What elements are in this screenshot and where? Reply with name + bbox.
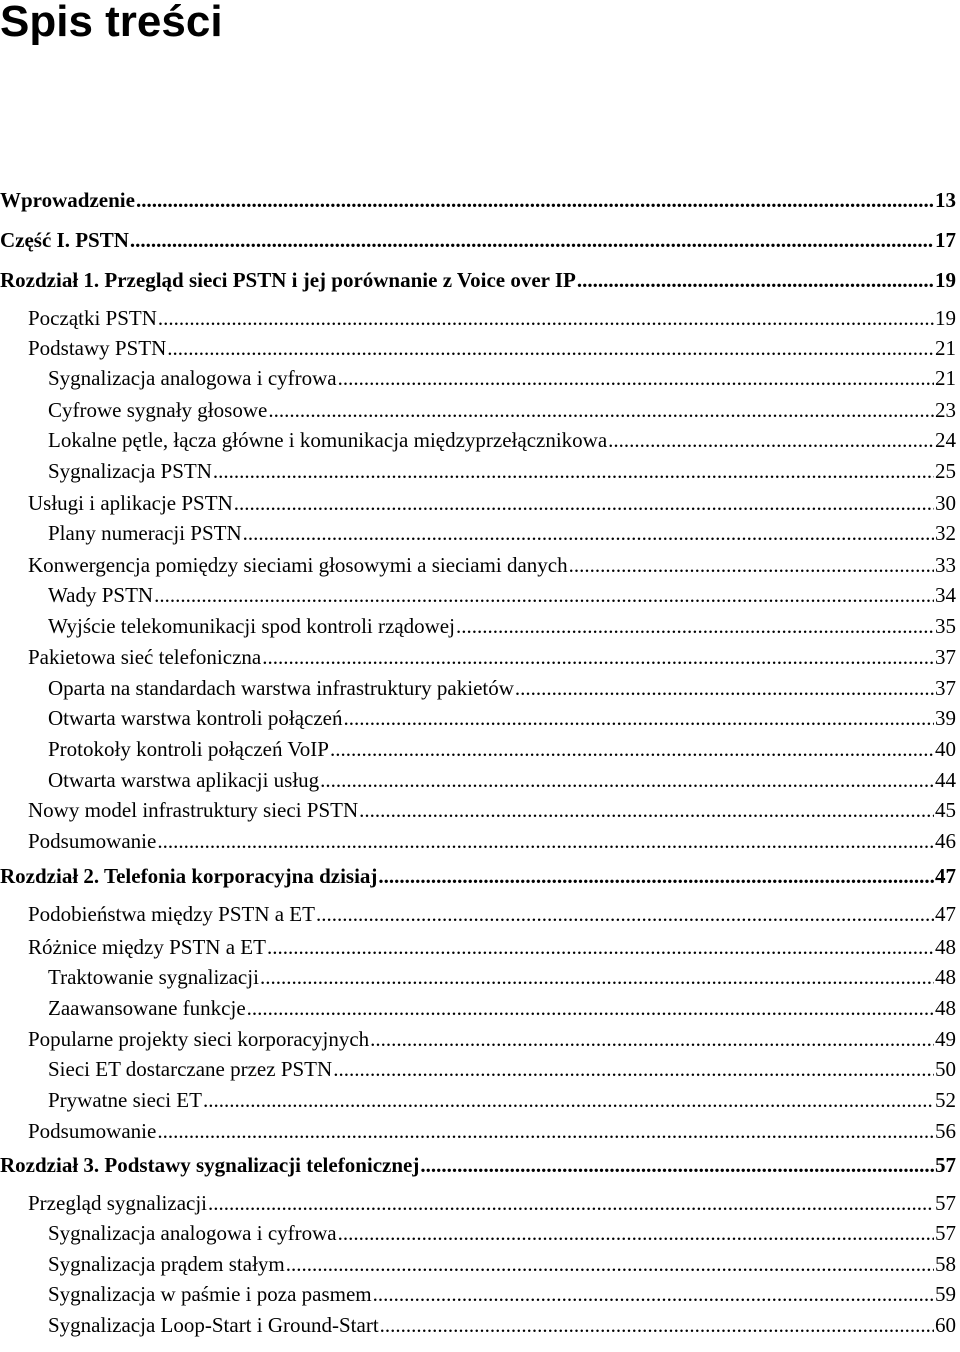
toc-entry[interactable] — [28, 899, 956, 929]
dot-leader — [370, 1024, 934, 1054]
toc-entry[interactable] — [48, 673, 956, 703]
toc-entry[interactable] — [28, 932, 956, 962]
dot-leader — [268, 395, 934, 425]
toc-entry-title: Traktowanie sygnalizacji — [48, 965, 259, 989]
dot-leader — [130, 225, 934, 255]
toc-entry-page-number: 30 — [935, 491, 956, 515]
toc-entry-title: Prywatne sieci ET — [48, 1088, 202, 1112]
toc-entry[interactable] — [0, 185, 956, 215]
toc-entry[interactable] — [48, 425, 956, 455]
dot-leader — [157, 826, 934, 856]
dot-leader — [378, 861, 934, 891]
dot-leader — [247, 993, 934, 1023]
toc-entry-title: Zaawansowane funkcje — [48, 996, 246, 1020]
toc-entry[interactable] — [48, 395, 956, 425]
toc-entry-title: Cyfrowe sygnały głosowe — [48, 398, 268, 422]
toc-entry[interactable] — [48, 363, 956, 393]
dot-leader — [608, 425, 934, 455]
dot-leader — [373, 1279, 934, 1309]
toc-entry[interactable] — [48, 962, 956, 992]
toc-entry-title: Sygnalizacja analogowa i cyfrowa — [48, 366, 337, 390]
toc-entry-title: Wprowadzenie — [0, 188, 135, 212]
dot-leader — [316, 899, 934, 929]
dot-leader — [577, 265, 934, 295]
dot-leader — [267, 932, 934, 962]
toc-entry-page-number: 24 — [935, 428, 956, 452]
toc-entry-page-number: 35 — [935, 614, 956, 638]
dot-leader — [154, 580, 934, 610]
dot-leader — [203, 1085, 934, 1115]
toc-entry[interactable] — [48, 1218, 956, 1248]
toc-entry[interactable] — [28, 303, 956, 333]
toc-entry-page-number: 56 — [935, 1119, 956, 1143]
toc-entry[interactable] — [28, 826, 956, 856]
dot-leader — [569, 550, 934, 580]
dot-leader — [136, 185, 934, 215]
toc-entry-title: Sygnalizacja prądem stałym — [48, 1252, 285, 1276]
toc-entry[interactable] — [0, 1150, 956, 1180]
toc-entry-page-number: 59 — [935, 1282, 956, 1306]
toc-entry-title: Otwarta warstwa aplikacji usług — [48, 768, 320, 792]
dot-leader — [338, 1218, 934, 1248]
dot-leader — [213, 456, 934, 486]
toc-entry-title: Lokalne pętle, łącza główne i komunikacja międzyprzełącznikowa — [48, 428, 608, 452]
page-title: Spis treści — [0, 0, 223, 46]
toc-entry-title: Rozdział 1. Przegląd sieci PSTN i jej porównanie z Voice over IP — [0, 268, 576, 292]
toc-entry-title: Sygnalizacja PSTN — [48, 459, 212, 483]
dot-leader — [338, 363, 934, 393]
dot-leader — [456, 611, 934, 641]
toc-entry-title: Różnice między PSTN a ET — [28, 935, 266, 959]
toc-entry-title: Plany numeracji PSTN — [48, 521, 242, 545]
dot-leader — [320, 765, 934, 795]
toc-entry-page-number: 21 — [935, 366, 956, 390]
toc-entry-page-number: 37 — [935, 676, 956, 700]
dot-leader — [333, 1054, 934, 1084]
toc-entry-page-number: 23 — [935, 398, 956, 422]
toc-entry[interactable] — [48, 1310, 956, 1340]
toc-entry-title: Otwarta warstwa kontroli połączeń — [48, 706, 343, 730]
toc-entry-page-number: 25 — [935, 459, 956, 483]
toc-entry[interactable] — [28, 1116, 956, 1146]
toc-entry-page-number: 44 — [935, 768, 956, 792]
toc-entry-page-number: 48 — [935, 996, 956, 1020]
toc-entry-title: Oparta na standardach warstwa infrastruktury pakietów — [48, 676, 514, 700]
toc-entry-page-number: 60 — [935, 1313, 956, 1337]
dot-leader — [286, 1249, 934, 1279]
toc-entry-title: Wady PSTN — [48, 583, 154, 607]
dot-leader — [262, 642, 934, 672]
dot-leader — [343, 703, 934, 733]
toc-entry[interactable] — [48, 456, 956, 486]
toc-entry-page-number: 46 — [935, 829, 956, 853]
toc-entry-page-number: 45 — [935, 798, 956, 822]
toc-entry-page-number: 37 — [935, 645, 956, 669]
toc-entry[interactable] — [48, 703, 956, 733]
dot-leader — [167, 333, 934, 363]
toc-entry-title: Przegląd sygnalizacji — [28, 1191, 208, 1215]
toc-entry-title: Protokoły kontroli połączeń VoIP — [48, 737, 329, 761]
dot-leader — [515, 673, 934, 703]
toc-entry-page-number: 33 — [935, 553, 956, 577]
toc-entry-page-number: 57 — [935, 1191, 956, 1215]
toc-entry[interactable] — [0, 265, 956, 295]
toc-entry-page-number: 40 — [935, 737, 956, 761]
dot-leader — [158, 303, 934, 333]
toc-entry-title: Rozdział 2. Telefonia korporacyjna dzisiaj — [0, 864, 378, 888]
toc-entry-page-number: 21 — [935, 336, 956, 360]
toc-entry[interactable] — [0, 861, 956, 891]
toc-entry-title: Podstawy PSTN — [28, 336, 167, 360]
toc-entry-title: Podobieństwa między PSTN a ET — [28, 902, 315, 926]
toc-entry-page-number: 32 — [935, 521, 956, 545]
toc-entry[interactable] — [48, 993, 956, 1023]
toc-entry[interactable] — [48, 611, 956, 641]
toc-entry[interactable] — [48, 1085, 956, 1115]
toc-entry-page-number: 57 — [935, 1153, 956, 1177]
dot-leader — [243, 518, 934, 548]
dot-leader — [157, 1116, 934, 1146]
toc-entry-title: Nowy model infrastruktury sieci PSTN — [28, 798, 359, 822]
toc-entry[interactable] — [48, 580, 956, 610]
toc-entry[interactable] — [48, 1279, 956, 1309]
toc-entry-page-number: 49 — [935, 1027, 956, 1051]
dot-leader — [420, 1150, 934, 1180]
toc-entry-page-number: 47 — [935, 864, 956, 888]
toc-entry[interactable] — [28, 642, 956, 672]
toc-entry[interactable] — [28, 488, 956, 518]
toc-entry-page-number: 13 — [935, 188, 956, 212]
dot-leader — [208, 1188, 934, 1218]
toc-entry-title: Wyjście telekomunikacji spod kontroli rządowej — [48, 614, 455, 638]
toc-entry[interactable] — [48, 1249, 956, 1279]
toc-entry[interactable] — [48, 734, 956, 764]
toc-entry-title: Sieci ET dostarczane przez PSTN — [48, 1057, 333, 1081]
toc-entry-title: Podsumowanie — [28, 1119, 157, 1143]
toc-entry-title: Podsumowanie — [28, 829, 157, 853]
toc-entry-page-number: 19 — [935, 268, 956, 292]
dot-leader — [260, 962, 934, 992]
toc-entry-title: Rozdział 3. Podstawy sygnalizacji telefonicznej — [0, 1153, 420, 1177]
toc-entry-page-number: 17 — [935, 228, 956, 252]
toc-entry[interactable] — [0, 225, 956, 255]
dot-leader — [330, 734, 934, 764]
toc-entry[interactable] — [28, 795, 956, 825]
toc-entry-title: Część I. PSTN — [0, 228, 129, 252]
toc-entry-title: Sygnalizacja analogowa i cyfrowa — [48, 1221, 337, 1245]
dot-leader — [359, 795, 934, 825]
toc-entry-title: Sygnalizacja w paśmie i poza pasmem — [48, 1282, 372, 1306]
toc-entry[interactable] — [28, 1024, 956, 1054]
toc-entry-page-number: 19 — [935, 306, 956, 330]
toc-entry[interactable] — [28, 550, 956, 580]
toc-entry-title: Pakietowa sieć telefoniczna — [28, 645, 262, 669]
toc-entry-page-number: 57 — [935, 1221, 956, 1245]
toc-entry-page-number: 39 — [935, 706, 956, 730]
toc-entry-title: Początki PSTN — [28, 306, 157, 330]
toc-entry[interactable] — [28, 1188, 956, 1218]
toc-entry-page-number: 48 — [935, 935, 956, 959]
toc-entry[interactable] — [28, 333, 956, 363]
toc-entry-page-number: 50 — [935, 1057, 956, 1081]
toc-entry-page-number: 58 — [935, 1252, 956, 1276]
toc-entry-title: Sygnalizacja Loop-Start i Ground-Start — [48, 1313, 379, 1337]
toc-entry-title: Konwergencja pomiędzy sieciami głosowymi a sieciami danych — [28, 553, 568, 577]
dot-leader — [234, 488, 934, 518]
toc-entry-page-number: 48 — [935, 965, 956, 989]
toc-entry[interactable] — [48, 765, 956, 795]
toc-entry[interactable] — [48, 1054, 956, 1084]
toc-entry-page-number: 52 — [935, 1088, 956, 1112]
toc-entry-title: Popularne projekty sieci korporacyjnych — [28, 1027, 370, 1051]
toc-entry-title: Usługi i aplikacje PSTN — [28, 491, 233, 515]
toc-entry-page-number: 34 — [935, 583, 956, 607]
dot-leader — [380, 1310, 934, 1340]
toc-entry[interactable] — [48, 518, 956, 548]
toc-entry-page-number: 47 — [935, 902, 956, 926]
